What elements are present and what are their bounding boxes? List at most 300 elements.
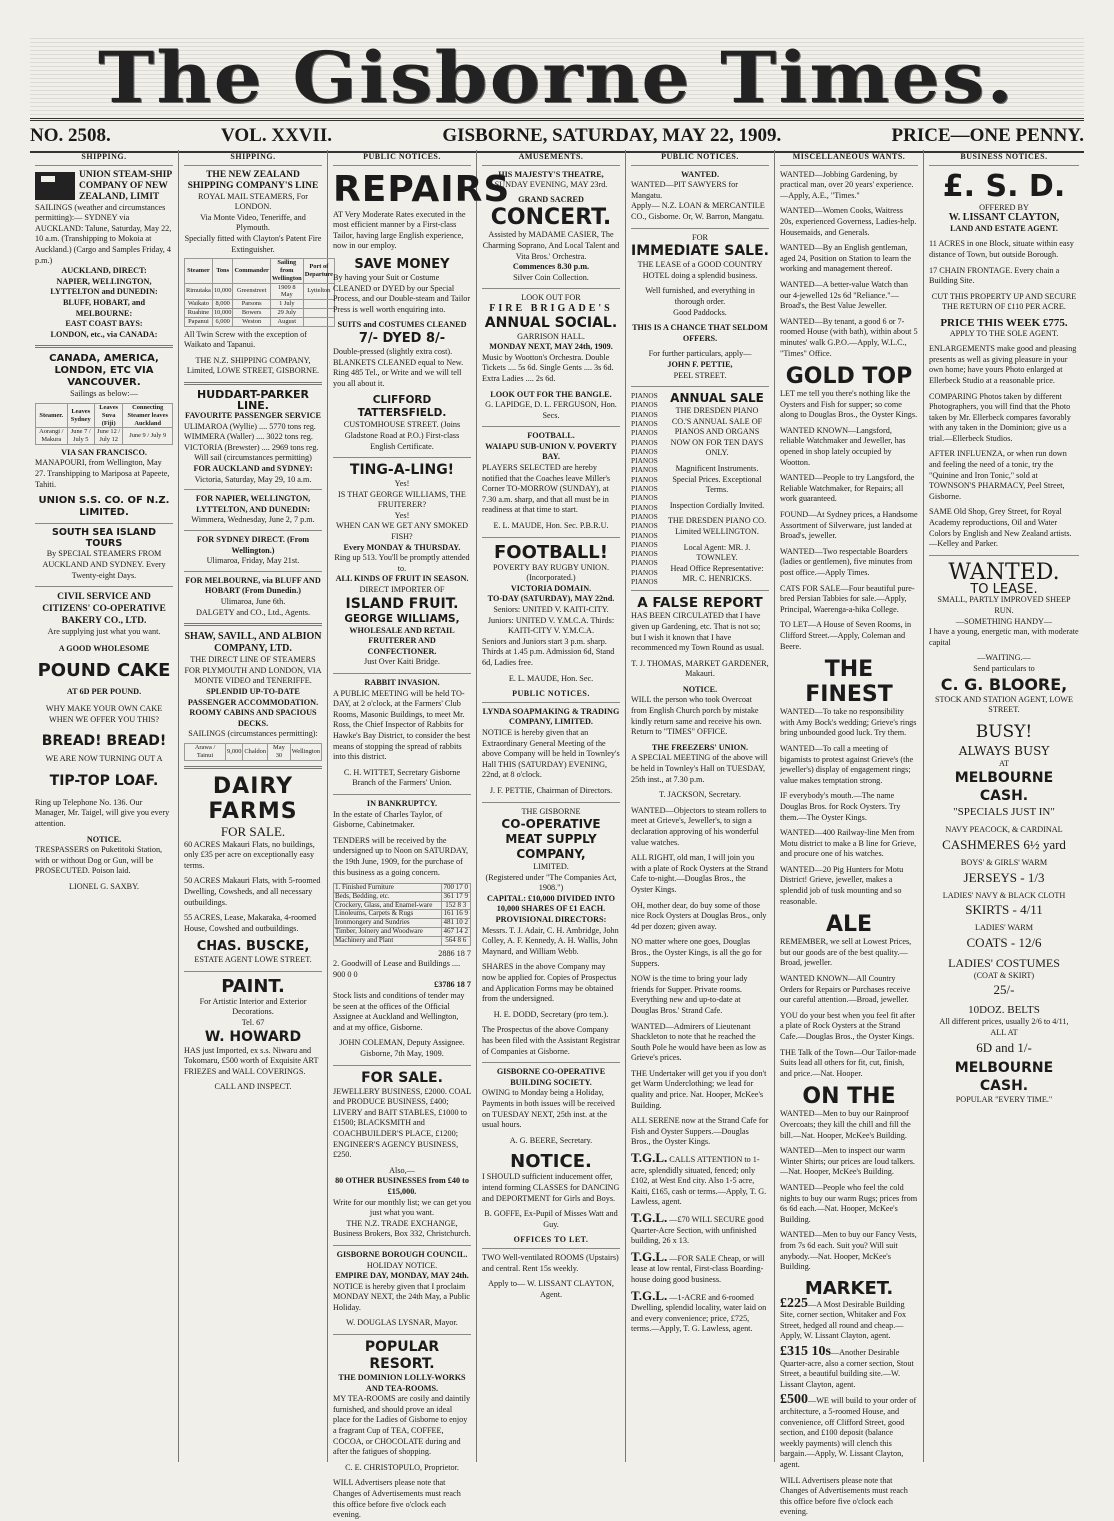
table-cell: Waikato — [185, 300, 213, 309]
importer: DIRECT IMPORTER OF — [359, 585, 445, 595]
pianos-word: PIANOS — [631, 456, 658, 466]
auckland-direct: AUCKLAND, DIRECT: — [61, 266, 147, 276]
ulimaroa-june: Ulimaroa, June 6th. — [220, 597, 286, 606]
nz-shipping-table — [184, 258, 335, 326]
thomas-sign: T. J. THOMAS, MARKET GARDENER, Makauri. — [631, 658, 769, 679]
notice-signature: LIONEL G. SAXBY. — [68, 881, 140, 891]
howard-text: HAS just Imported, ex s.s. Niwaru and Tokomaru, £500 worth of Exquisite ART FRIEZES and WALL COVERINGS. — [184, 1045, 319, 1076]
table-cell: June 7 / July 5 — [67, 428, 94, 445]
ulimaroa-line: ULIMAROA (Wyllie) .... 5770 tons reg. — [184, 421, 316, 431]
pianos-word: PIANOS — [631, 521, 658, 531]
tiptop-loaf: TIP-TOP LOAF. — [49, 772, 159, 789]
column-amusements — [477, 150, 626, 1462]
acres-55: 55 ACRES, Lease, Makaraka, 4-roomed House, Cowshed and outbuildings. — [184, 913, 317, 933]
tgl-2 — [631, 1210, 769, 1247]
total-1: 2886 18 7 — [438, 948, 471, 958]
jerseys: JERSEYS - 1/3 — [963, 869, 1045, 885]
cashmeres: CASHMERES 6½ yard — [942, 836, 1066, 852]
nz-shipping-sign: THE N.Z. SHIPPING COMPANY, Limited, LOWE STREET, GISBORNE. — [186, 355, 320, 376]
clayton-name: W. LISSANT CLAYTON, — [948, 212, 1060, 224]
tgl-3 — [631, 1248, 769, 1286]
popular-resort: POPULAR RESORT. — [364, 1339, 440, 1373]
canada-heading: CANADA, AMERICA, LONDON, ETC VIA VANCOUVER. — [49, 353, 159, 389]
wanted-5: NOW is the time to bring your lady friends for Supper. Private rooms. Everything new and up-to-date at Douglas Bros.' Strand Cafe. — [631, 974, 748, 1015]
nz-shipping-title: THE NEW ZEALAND SHIPPING COMPANY'S LINE — [187, 169, 319, 191]
south-sea-heading: SOUTH SEA ISLAND TOURS — [52, 527, 156, 549]
registered-note: (Registered under "The Companies Act, 1908.") — [485, 872, 617, 893]
bluff-route: BLUFF, HOBART, and MELBOURNE: — [62, 297, 146, 318]
table-cell: June 9 / July 9 — [123, 428, 173, 445]
turning-out: WE ARE NOW TURNING OUT A — [45, 754, 163, 764]
boys-girls: BOYS' & GIRLS' WARM — [960, 857, 1048, 867]
bread-heading: BREAD! BREAD! — [41, 733, 167, 750]
lolly-text: MY TEA-ROOMS are cosily and daintily furnished, and should prove an ideal place for the Ladies of Gisborne to enjoy a fragrant Cup of TEA, COFFEE, COCOA, or CHOCOLATE during and after the fatigues of shopping. — [333, 1394, 471, 1457]
issue-number: NO. 2508. — [30, 125, 111, 146]
chain-17: 17 CHAIN FRONTAGE. Every chain a Building Site. — [929, 265, 1060, 286]
misc-24: WANTED—Men to buy our Fancy Vests, from 7s 6d each. Suit you? Will suit anybody.—Nat. Hooper, McKee's Building. — [780, 1230, 917, 1272]
gold-top-text: LET me tell you there's nothing like the Oysters and Fish for supper; so come along to Douglas Bros., the Oyster Kings. — [780, 389, 918, 420]
table-cell: 6,000 — [212, 317, 233, 326]
victoria-line: VICTORIA (Brewster) .... 2969 tons reg. — [184, 442, 319, 452]
table-cell: Linoleums, Carpets & Rugs — [334, 910, 442, 919]
table-header: Connecting Steamer leaves Auckland — [123, 403, 173, 427]
ring-telephone: Ring up Telephone No. 136. Our Manager, Mr. Taigel, will give you every attention. — [35, 797, 170, 828]
land-agent: LAND AND ESTATE AGENT. — [950, 223, 1058, 233]
assisted-by: Assisted by MADAME CASIER, The Charming Soprano, And Local Talent and Vita Bros.' Orchestra. — [482, 230, 620, 261]
east-coast-route: EAST COAST BAYS: — [65, 319, 143, 329]
george-sub: WHOLESALE AND RETAIL FRUITERER AND CONFECTIONER. — [349, 625, 455, 656]
george-williams: GEORGE WILLIAMS, — [344, 612, 460, 625]
freezers-union: THE FREEZERS' UNION. — [651, 742, 749, 752]
fitted-note: Specially fitted with Clayton's Patent Fire Extinguisher. — [184, 233, 322, 254]
island-fruit: ISLAND FRUIT. — [345, 595, 459, 612]
kaiti-bridge: Just Over Kaiti Bridge. — [364, 657, 440, 667]
pianos-word: PIANOS — [631, 530, 658, 540]
table-cell: 467 14 2 — [441, 928, 470, 937]
columns — [30, 150, 1084, 1520]
provisional-directors: PROVISIONAL DIRECTORS: — [495, 915, 607, 925]
victoria-domain: VICTORIA DOMAIN. — [510, 583, 592, 593]
assets-table — [333, 883, 471, 946]
beere-secretary: A. G. BEERE, Secretary. — [509, 1135, 593, 1145]
pianos-body — [665, 391, 769, 586]
borough-council: GISBORNE BOROUGH COUNCIL. — [336, 1249, 468, 1259]
football-heading: FOOTBALL! — [494, 541, 608, 563]
holiday-notice: HOLIDAY NOTICE. — [366, 1260, 438, 1270]
column-shipping-2 — [179, 150, 333, 1462]
lynda-text: NOTICE is hereby given that an Extraordinary General Meeting of the above Company will be held in Townley's Hall THIS (SATURDAY) EVENING, 22nd, at 8 o'clock. — [482, 727, 620, 780]
skirts: SKIRTS - 4/11 — [965, 902, 1043, 918]
goodwill: 2. Goodwill of Lease and Buildings .... 900 0 0 — [333, 959, 461, 979]
civil-service-title: CIVIL SERVICE AND CITIZENS' CO-OPERATIVE BAKERY CO., LTD. — [42, 592, 166, 627]
table-cell: Papanui — [185, 317, 213, 326]
christopulo: C. E. CHRISTOPULO, Proprietor. — [345, 1462, 459, 1472]
capital: CAPITAL: £10,000 DIVIDED INTO 10,000 SHARES OF £1 EACH. — [487, 893, 615, 914]
table-cell: 700 17 0 — [441, 884, 470, 893]
lolly-works: THE DOMINION LOLLY-WORKS AND TEA-ROOMS. — [338, 1373, 466, 1393]
misc-4: WANTED—A better-value Watch than our 4-jewelled 12s 6d "Reliance."—Broad's, the Best Value Jeweller. — [780, 279, 908, 311]
pianos-word: PIANOS — [631, 446, 658, 456]
sunday-evening: SUNDAY EVENING, MAY 23rd. — [494, 180, 608, 190]
garrison-hall: GARRISON HALL. — [517, 331, 585, 341]
napier-route: NAPIER, WELLINGTON, LYTTELTON and DUNEDIN: — [50, 276, 158, 297]
table-header: Leaves Sydney — [67, 403, 94, 427]
price-315 — [780, 1344, 918, 1390]
table-cell: 1909 8 May — [270, 283, 303, 300]
price-this-week: PRICE THIS WEEK £775. — [940, 316, 1068, 329]
twin-screw-note: All Twin Screw with the exception of Waikato and Tapanui. — [184, 329, 307, 350]
table-cell: August — [270, 317, 303, 326]
concert-heading: CONCERT. — [490, 205, 612, 231]
every-monday: Every MONDAY & THURSDAY. — [343, 542, 461, 552]
table-cell: June 12 / July 12 — [94, 428, 123, 445]
howard-name: W. HOWARD — [204, 1028, 302, 1045]
busy: BUSY! — [975, 721, 1033, 742]
table-row — [185, 300, 335, 309]
magnificent: Magnificent Instruments. Special Prices. Exceptional Terms. — [672, 464, 762, 495]
for-auckland: FOR AUCKLAND and SYDNEY: — [193, 464, 313, 474]
shares-text: SHARES in the above Company may now be applied for. Copies of Prospectus and Application Forms may be obtained from the undersigned. — [482, 962, 617, 1004]
chance: THIS IS A CHANCE THAT SELDOM OFFERS. — [632, 323, 768, 343]
masthead — [30, 38, 1084, 118]
misc-23: WANTED—People who feel the cold nights to buy our warm Rugs; prices from 6s 6d each.—Nat. Hooper, McKee's Building. — [780, 1182, 918, 1224]
specials-just-in: "SPECIALS JUST IN" — [953, 806, 1055, 819]
waiapu: WAIAPU SUB-UNION V. POVERTY BAY. — [485, 441, 617, 462]
coat-skirt: (COAT & SKIRT) — [973, 970, 1035, 980]
flag-icon — [35, 172, 75, 200]
san-francisco-text: MANAPOURI, from Wellington, May 27. Transhipping to Mariposa at Papeete, Tahiti. — [35, 458, 170, 489]
business-2: COMPARING Photos taken by different Photographers, you will find that the Photo taken by Mr. Ellerbeck compares favorably with any taken in the Dominion; give us a trial.—Ellerbeck Studios. — [929, 391, 1071, 443]
direct-line: THE DIRECT LINE OF STEAMERS FOR PLYMOUTH AND LONDON, VIA MONTE VIDEO and TENERIFFE. — [184, 655, 322, 686]
table-cell: 1 July — [270, 300, 303, 309]
false-report-text: HAS BEEN CIRCULATED that I have given up Gardening, etc. That is not so; but I wish it known that I have recommenced my Town Round as usual. — [631, 611, 764, 653]
price: PRICE—ONE PENNY. — [891, 125, 1084, 146]
melbourne-line: FOR MELBOURNE, via BLUFF AND HOBART (From Dunedin.) — [185, 575, 321, 596]
misc-20: THE Talk of the Town—Our Tailor-made Suits lead all others for fit, cut, finish, and price.—Nat. Hooper. — [780, 1047, 917, 1078]
dodd-secretary: H. E. DODD, Secretary (pro tem.). — [493, 1009, 609, 1019]
clayton-agent: Apply to— W. LISSANT CLAYTON, Agent. — [488, 1279, 614, 1299]
tgl-label: T.G.L. — [631, 1150, 668, 1166]
apply-nz-loan: Apply— N.Z. LOAN & MERCANTILE CO., Gisborne. Or, W. Barron, Mangatu. — [631, 201, 765, 221]
column-header: SHIPPING. — [184, 152, 322, 166]
tenders-text: TENDERS will be received by the undersigned up to Noon on SATURDAY, the 19th June, 1909, for the purchase of this business as a going concern. — [333, 835, 469, 877]
table-header: Steamer — [185, 259, 213, 283]
misc-9: WANTED—Two respectable Boarders (ladies or gentlemen), five minutes from post office.—Apply Times. — [780, 546, 913, 577]
popular-every-time: POPULAR "EVERY TIME." — [955, 1094, 1053, 1104]
wimmera-date: Wimmera, Wednesday, June 2, 7 p.m. — [191, 515, 315, 525]
misc-13: WANTED—To call a meeting of bigamists to protest against Grieve's (the jeweller's) display of engagement rings; value makes temptation strong. — [780, 743, 914, 785]
look-out-for: LOOK OUT FOR — [521, 293, 581, 303]
silver-coin: Silver Coin Collection. — [513, 272, 589, 282]
ale: ALE — [825, 912, 873, 938]
melbourne-cash: MELBOURNE CASH. — [954, 770, 1054, 805]
table-cell: 564 8 6 — [441, 936, 470, 945]
peel-street: PEEL STREET. — [673, 370, 727, 380]
further-particulars: For further particulars, apply— — [648, 349, 752, 359]
dance-classes: I SHOULD sufficient inducement offer, intend forming CLASSES for DANCING and DEPORTMENT for Girls and Boys. — [482, 1172, 620, 1203]
misc-11: TO LET—A House of Seven Rooms, in Clifford Street.—Apply, Coleman and Beere. — [780, 620, 912, 651]
other-businesses: 80 OTHER BUSINESSES from £40 to £15,000. — [335, 1176, 469, 1196]
limited: LIMITED. — [533, 862, 569, 872]
masthead-title: The Gisborne Times. — [98, 36, 1016, 119]
ladies-costumes: LADIES' COSTUMES — [948, 955, 1060, 970]
pianos-word: PIANOS — [631, 484, 658, 494]
pianos-word: PIANOS — [631, 511, 658, 521]
good-paddocks: Good Paddocks. — [673, 307, 727, 317]
well-furnished: Well furnished, and everything in thorough order. — [645, 286, 755, 306]
issue-info-bar — [30, 118, 1084, 153]
notice-heading: NOTICE. — [86, 834, 122, 844]
south-sea-text: By SPECIAL STEAMERS FROM AUCKLAND AND SYDNEY. Every Twenty-eight Days. — [42, 549, 166, 580]
the-gisborne: THE GISBORNE — [521, 806, 581, 816]
table-row — [185, 317, 335, 326]
pianos-word: PIANOS — [631, 549, 658, 559]
pianos-word: PIANOS — [631, 577, 658, 587]
column-header: AMUSEMENTS. — [482, 152, 620, 166]
match-list: Seniors: UNITED V. KAITI-CITY. Juniors: UNITED V. Y.M.C.A. Thirds: KAITI-CITY V. Y.M.C.A. — [487, 605, 615, 636]
price-25: 25/- — [993, 982, 1015, 998]
on-the: ON THE — [802, 1084, 896, 1110]
san-francisco-heading: VIA SAN FRANCISCO. — [61, 447, 147, 457]
clifford-sub: CUSTOMHOUSE STREET. (Joins Gladstone Road at P.O.) First-class English Certificate. — [343, 420, 461, 451]
offered-by: OFFERED BY — [979, 202, 1029, 212]
trade-exchange: THE N.Z. TRADE EXCHANGE, Business Brokers, Box 332, Christchurch. — [333, 1218, 471, 1239]
column-shipping-1 — [30, 150, 179, 1462]
lysnar-mayor: W. DOUGLAS LYSNAR, Mayor. — [346, 1318, 458, 1328]
tgl-text: CALLS ATTENTION to 1-acre, splendidly situated, fenced; only £102, at West End city. Also 1-5 acre, Kaiti, £165, cash or terms.—Apply, T. G. Lawless, agent. — [631, 1155, 767, 1207]
table-cell: 481 10 2 — [441, 919, 470, 928]
tgl-label: T.G.L. — [631, 1248, 668, 1264]
ladies-warm: LADIES' WARM — [975, 923, 1033, 933]
table-cell: Bowers — [233, 308, 270, 317]
ting-a-ling: TING-A-LING! — [349, 462, 455, 479]
table-row — [185, 283, 335, 300]
navy-peacock: NAVY PEACOCK, & CARDINAL — [945, 825, 1063, 835]
ulimaroa-date: Ulimaroa, Friday, May 21st. — [206, 556, 300, 566]
ring-513: Ring up 513. You'll be promptly attended to. — [334, 553, 470, 573]
monday-next: MONDAY NEXT, MAY 24th, 1909. — [489, 342, 613, 352]
pianos-word: PIANOS — [631, 502, 658, 512]
wanted-7: THE Undertaker will get you if you don't get Warm Underclothing; we lead for quality and price. Nat. Hooper, McKee's Building. — [631, 1068, 767, 1110]
pianos-word: PIANOS — [631, 418, 658, 428]
acres-60: 60 ACRES Makauri Flats, no buildings, only £35 per acre on exceptionally easy terms. — [184, 839, 315, 870]
call-inspect: CALL AND INSPECT. — [214, 1082, 292, 1092]
place-date: GISBORNE, SATURDAY, MAY 22, 1909. — [442, 125, 782, 146]
suits-cleaned: SUITS and COSTUMES CLEANED — [337, 320, 467, 330]
column-public-notices-1 — [328, 150, 511, 1520]
directors-list: Messrs. T. J. Adair, C. H. Ambridge, John Colley, A. F. Kennedy, A. H. Wallis, John Maynard, and William Webb. — [482, 925, 619, 956]
empire-text: NOTICE is hereby given that I proclaim MONDAY NEXT, the 24th May, a Public Holiday. — [333, 1281, 470, 1312]
table-header: Commander — [233, 259, 270, 283]
inspection: Inspection Cordially Invited. — [669, 500, 765, 510]
table-cell: 9,000 — [226, 743, 243, 760]
price-label: £500 — [780, 1392, 808, 1408]
when-fish: WHEN CAN WE GET ANY SMOKED FISH? — [336, 521, 468, 542]
union-text: SAILINGS (weather and circumstances permitting):— SYDNEY via AUCKLAND: Talune, Saturday, May 22, 10 a.m. (Transhipping to Mokoia at Auckland.) (Cargo and Samples Friday, 4 p.m.) — [35, 202, 172, 265]
stock-lists: Stock lists and conditions of tender may be seen at the offices of the Official Assignee at Auckland and Wellington, and at my office, Gisborne. — [333, 991, 465, 1032]
pianos-word: PIANOS — [631, 409, 658, 419]
pianos-word: PIANOS — [631, 493, 658, 503]
misc-22: WANTED—Men to inspect our warm Winter Shirts; our prices are loud talkers.—Nat. Hooper, McKee's Building. — [780, 1146, 915, 1177]
table-cell: Beds, Bedding, etc. — [334, 892, 442, 901]
dairy-farms-heading: DAIRY FARMS — [208, 773, 298, 824]
false-report: A FALSE REPORT — [637, 595, 763, 612]
roomy-cabins: ROOMY CABINS AND SPACIOUS DECKS. — [189, 708, 317, 728]
rabbit-text: A PUBLIC MEETING will be held TO-DAY, at 2 o'clock, at the Farmers' Club Rooms, Masonic Buildings, to meet Mr. Ross, the Chief Inspector of Rabbits for Hawke's Bay District, to consider the best means of stopping the spread of rabbits into this district. — [333, 688, 471, 762]
pettie-name: JOHN F. PETTIE, — [667, 359, 733, 369]
table-cell: Greenstreet — [233, 283, 270, 300]
music-tickets: Music by Wootton's Orchestra. Double Tickets .... 5s 6d. Single Gents .... 3s 6d. Extra Ladies .... 2s 6d. — [482, 352, 614, 383]
coats: COATS - 12/6 — [966, 934, 1042, 950]
union-title: UNION STEAM-SHIP COMPANY OF NEW ZEALAND, LIMIT — [79, 169, 172, 202]
maude-sign: E. L. MAUDE, Hon. Sec. P.B.R.U. — [493, 521, 609, 531]
bloore-name: C. G. BLOORE, — [940, 674, 1068, 694]
column-miscellaneous-wants — [775, 150, 924, 1517]
table-header: Steamer. — [36, 403, 68, 427]
misc-21: WANTED—Men to buy our Rainproof Overcoats; they kill the chill and fill the bill.—Nat. Hooper, McKee's Building. — [780, 1109, 911, 1140]
majestys-theatre: HIS MAJESTY'S THEATRE, — [498, 169, 604, 179]
table-cell: Timber, Joinery and Woodware — [334, 928, 442, 937]
for-label: FOR — [692, 232, 708, 242]
offices-to-let: OFFICES TO LET. — [482, 1235, 620, 1249]
column-header: PUBLIC NOTICES. — [631, 152, 769, 166]
public-notices-subhead: PUBLIC NOTICES. — [482, 689, 620, 703]
six-pence: 6D and 1/- — [976, 1039, 1032, 1055]
co-op-meat: CO-OPERATIVE MEAT SUPPLY COMPANY, — [501, 817, 601, 862]
table-cell: Chaldon — [243, 743, 268, 760]
trespass-notice: TRESPASSERS on Puketitoki Station, with or without Dog or Gun, will be PROSECUTED. Poison laid. — [35, 845, 163, 876]
clifford-name: CLIFFORD TATTERSFIELD. — [357, 394, 447, 420]
victoria-date: Victoria, Saturday, May 29, 10 a.m. — [194, 474, 312, 484]
pianos-word: PIANOS — [631, 391, 658, 401]
union-ad — [35, 170, 173, 341]
table-cell: 10,000 — [213, 308, 232, 316]
misc-7: WANTED—People to try Langsford, the Reliable Watchmaker, for Repairs; all work guaranteed. — [780, 473, 915, 504]
table-cell: 10,000 — [212, 283, 233, 300]
save-money: SAVE MONEY — [354, 256, 450, 272]
price-500 — [780, 1392, 918, 1470]
head-office: Head Office Representative: MR. C. HENRICKS. — [670, 563, 764, 584]
telephone: Tel. 67 — [241, 1018, 265, 1028]
total-2: £3786 18 7 — [434, 980, 471, 990]
young-man: I have a young, energetic man, with moderate capital — [929, 627, 1079, 647]
official-assignee: JOHN COLEMAN, Deputy Assignee. Gisborne, 7th May, 1909. — [339, 1038, 465, 1059]
advertisers-note: WILL Advertisers please note that Changes of Advertisements must reach this office before five o'clock each evening. — [333, 1478, 461, 1520]
melbourne-cash-2: MELBOURNE CASH. — [954, 1059, 1054, 1094]
price-text: —Another Desirable Quarter-acre, also a corner section, Stout Street, a beautiful building site.—W. Lissant Clayton, agent. — [780, 1348, 914, 1389]
look-bangle: LOOK OUT FOR THE BANGLE. — [490, 389, 612, 399]
business-1: ENLARGEMENTS make good and pleasing presents as well as giving pleasure in your own home; have yours Photo enlarged at Ellerbeck Studio at a reasonable price. — [929, 344, 1077, 385]
column-header: BUSINESS NOTICES. — [929, 152, 1079, 166]
suits-price: 7/- DYED 8/- — [358, 330, 446, 346]
price-text: —A Most Desirable Building Site, corner section, Whitaker and Fox Street, hedged all round and cheap.—Apply, W. Lissant Clayton, agent. — [780, 1299, 907, 1341]
pianos-word: PIANOS — [631, 400, 658, 410]
wanted-2: ALL RIGHT, old man, I will join you with a plate of Rock Oysters at the Strand Cafe to-night.—Douglas Bros., the Oyster Kings. — [631, 853, 768, 894]
misc-1: WANTED—Jobbing Gardening, by practical man, over 20 years' experience.—Apply, A.E., "Times." — [780, 169, 914, 200]
today-saturday: TO-DAY (SATURDAY), MAY 22nd. — [487, 594, 615, 604]
rugby-union: POVERTY BAY RUGBY UNION. (Incorporated.) — [492, 562, 610, 583]
column-business-notices — [924, 150, 1084, 1462]
pianos-word: PIANOS — [631, 428, 658, 438]
misc-2: WANTED—Women Cooks, Waitress 20s, experienced Governess, Ladies-help. Housemaids, and Generals. — [780, 206, 917, 237]
building-society: GISBORNE CO-OPERATIVE BUILDING SOCIETY. — [496, 1067, 606, 1087]
annual-sale: ANNUAL SALE — [670, 391, 764, 406]
wanted-4: NO matter where one goes, Douglas Bros., the Oyster Kings, is all the go for Suppers. — [631, 937, 762, 968]
to-lease: TO LEASE. — [970, 581, 1038, 597]
table-cell: Ruahine — [185, 308, 213, 317]
price-per-pound: AT 6D PER POUND. — [66, 687, 142, 697]
special-meeting: A SPECIAL MEETING of the above will be held in Townley's Hall on TUESDAY, 25th inst., at 7.30 p.m. — [631, 753, 768, 784]
apply-sole-agent: APPLY TO THE SOLE AGENT. — [949, 328, 1059, 338]
why-make: WHY MAKE YOUR OWN CAKE WHEN WE OFFER YOU THIS? — [45, 704, 163, 724]
at-label: AT — [998, 758, 1009, 768]
lapidge-ferguson: G. LAPIDGE, D. L. FERGUSON, Hon. Secs. — [485, 400, 617, 420]
hotel-lease: THE LEASE of a GOOD COUNTRY HOTEL doing a splendid business. — [637, 260, 763, 280]
table-cell: Lyttelton — [303, 283, 334, 300]
waiting: —WAITING.— — [977, 653, 1031, 663]
column-header: MISCELLANEOUS WANTS. — [780, 152, 918, 166]
football-head: FOOTBALL. — [527, 431, 575, 441]
huddart-heading: HUDDART-PARKER LINE. — [197, 387, 309, 412]
misc-3: WANTED—By an English gentleman, aged 24, Position on Station to learn the working and management thereof. — [780, 243, 911, 274]
via-route: Via Monte Video, Teneriffe, and Plymouth. — [200, 212, 306, 233]
napier-line: FOR NAPIER, WELLINGTON, LYTTELTON, AND DUNEDIN: — [195, 494, 311, 514]
yes-1: Yes! — [394, 479, 410, 489]
rabbit-sign: C. H. WITTET, Secretary Gisborne Branch of the Farmers' Union. — [343, 767, 461, 788]
canada-table — [35, 403, 173, 445]
cut-property: CUT THIS PROPERTY UP AND SECURE THE RETURN OF £110 PER ACRE. — [931, 291, 1077, 312]
maude-sign-2: E. L. MAUDE, Hon. Sec. — [508, 673, 594, 683]
kick-off: Seniors and Juniors start 3 p.m. sharp. Thirds at 1.45 p.m. Admission 6d, Stand 6d, Ladies free. — [482, 636, 615, 667]
repairs-text: AT Very Moderate Rates executed in the most efficient manner by a First-class Tailor, having large English experience, now in our employ. — [333, 209, 466, 251]
wanted-1: WANTED—Objectors to steam rollers to meet at Grieve's, Jeweller's, to sign a declaration approving of his wonderful value watches. — [631, 805, 767, 847]
bankruptcy-text: In the estate of Charles Taylor, of Gisborne, Cabinetmaker. — [333, 809, 443, 830]
dresden-ltd: THE DRESDEN PIANO CO. Limited WELLINGTON. — [667, 516, 767, 537]
bankruptcy-heading: IN BANKRUPTCY. — [366, 798, 438, 808]
misc-16: WANTED—20 Pig Hunters for Motu District! Grieve, jeweller, makes a splendid job of tusk mounting and so reasonable. — [780, 864, 904, 906]
misc-6: WANTED KNOWN—Langsford, reliable Watchmaker and Jeweller, has opened in shop lately occupied by Wootton. — [780, 425, 906, 467]
grand-sacred: GRAND SACRED — [518, 194, 584, 204]
the-finest: THE FINEST — [805, 657, 893, 708]
write-list: Write for our monthly list; we can get you just what you want. — [333, 1197, 471, 1218]
all-kinds: ALL KINDS OF FRUIT IN SEASON. — [335, 574, 469, 584]
wimmera-line: WIMMERA (Waller) .... 3022 tons reg. — [184, 432, 313, 442]
misc-8: FOUND—At Sydney prices, a Handsome Assortment of Silverware, just landed at Broad's, jeweller. — [780, 510, 918, 541]
prospectus-note: The Prospectus of the above Company has been filed with the Assistant Registrar of Companies at Gisborne. — [482, 1025, 620, 1056]
volume: VOL. XXVII. — [221, 125, 333, 146]
price-text: —WE will build to your order of architecture, a 5-roomed House, and convenience, off Clifford Street, good section, and £100 deposit (balance weekly payments) will clench this bargain.—Apply, W. Lissant Clayton, agent. — [780, 1396, 917, 1469]
different-prices: All different prices, usually 2/6 to 4/11, — [939, 1017, 1069, 1027]
local-agent: Local Agent: MR. J. TOWNLEY. — [683, 542, 751, 563]
pianos-word: PIANOS — [631, 437, 658, 447]
pianos-word: PIANOS — [631, 539, 658, 549]
pianos-word: PIANOS — [631, 558, 658, 568]
table-row — [334, 892, 471, 901]
shaw-table — [184, 743, 322, 761]
pound-cake: POUND CAKE — [37, 660, 171, 682]
table-cell: 152 8 3 — [441, 901, 470, 910]
pianos-word: PIANOS — [631, 474, 658, 484]
something-handy: —SOMETHING HANDY— — [955, 616, 1053, 626]
dairy-for-sale: FOR SALE. — [220, 823, 286, 839]
tgl-text: —1-ACRE and 6-roomed Dwelling, splendid locality, water laid on and every convenience; price, £725, terms.—Apply, T. G. Lawless, agent. — [631, 1292, 767, 1334]
blankets-text: Double-pressed (slightly extra cost). BLANKETS CLEANED equal to New. Ring 485 Tel., or Write and we will tell you all about it. — [333, 346, 464, 388]
send-particulars: Send particulars to — [973, 663, 1035, 673]
commences: Commences 8.30 p.m. — [512, 262, 590, 272]
wanted-3: OH, mother dear, do buy some of those nice Rock Oysters at Douglas Bros., only 4d per dozen; given away. — [631, 900, 767, 931]
sailings-below: Sailings as below:— — [70, 389, 138, 399]
table-cell: 361 17 9 — [441, 892, 470, 901]
